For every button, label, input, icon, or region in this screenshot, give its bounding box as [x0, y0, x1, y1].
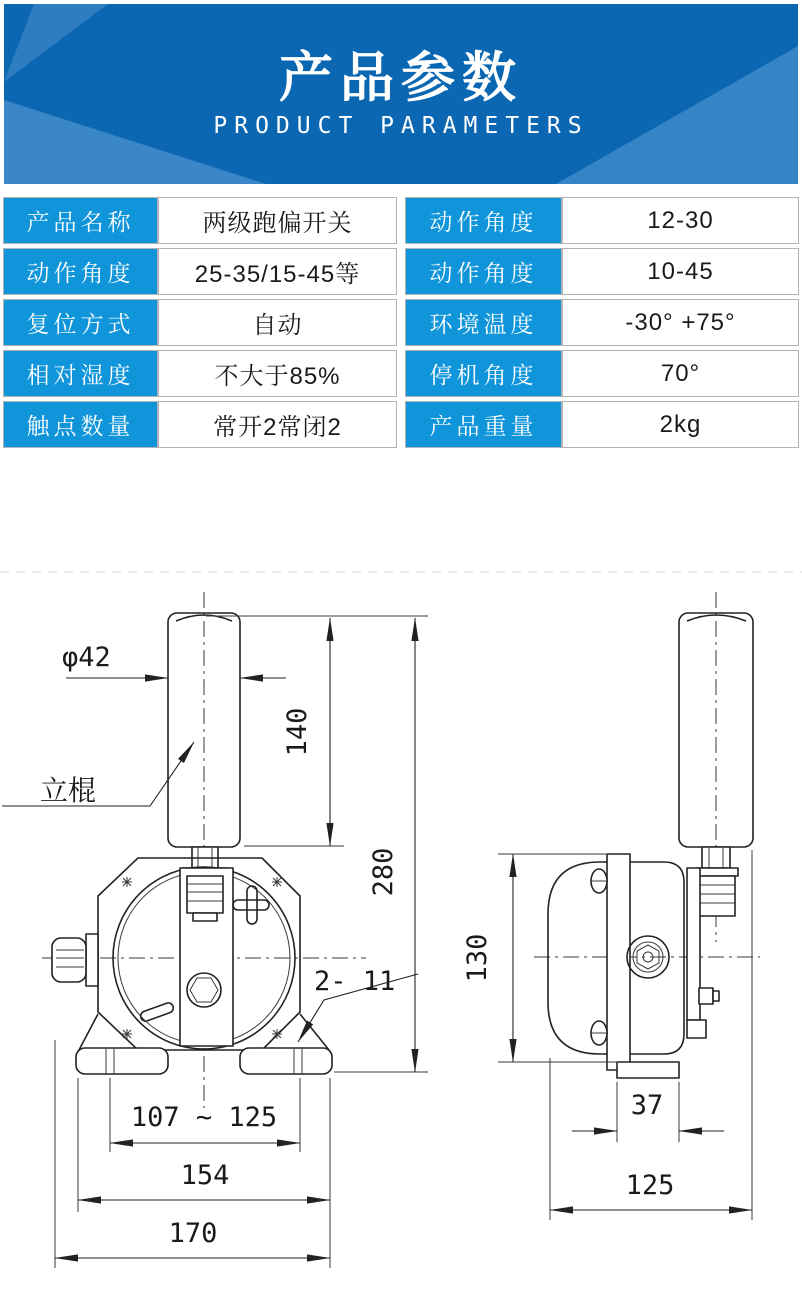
spec-value-cell: -30° +75°: [562, 299, 799, 346]
table-column-gap: [397, 401, 405, 448]
spec-label-cell: 动作角度: [3, 248, 158, 295]
spec-label-cell: 环境温度: [405, 299, 562, 346]
dim-170-label: 170: [168, 1218, 218, 1249]
dim-280-label: 280: [368, 847, 399, 897]
page-title: 产品参数: [279, 47, 523, 108]
dim-125-label: 125: [625, 1170, 675, 1201]
table-row: [3, 248, 799, 295]
table-row: [3, 197, 799, 244]
spec-value-cell: 10-45: [562, 248, 799, 295]
dim-37-label: 37: [630, 1090, 664, 1121]
spec-label-cell: 复位方式: [3, 299, 158, 346]
dim-107-125-label: 107 ~ 125: [130, 1102, 278, 1133]
technical-drawing-svg: [0, 455, 802, 1307]
spec-table: [3, 197, 799, 448]
table-row: [3, 350, 799, 397]
banner-text-group: [4, 4, 798, 184]
spec-label-cell: 停机角度: [405, 350, 562, 397]
table-column-gap: [397, 299, 405, 346]
spec-value-cell: 25-35/15-45等: [158, 248, 397, 295]
table-row: [3, 401, 799, 448]
spec-label-cell: 产品名称: [3, 197, 158, 244]
spec-label-cell: 动作角度: [405, 248, 562, 295]
dim-phi42-label: φ42: [62, 642, 111, 673]
dim-154-label: 154: [180, 1160, 230, 1191]
table-row: [3, 299, 799, 346]
table-column-gap: [397, 248, 405, 295]
table-column-gap: [397, 350, 405, 397]
hole-callout-label: 2- 11: [314, 966, 396, 997]
spec-label-cell: 动作角度: [405, 197, 562, 244]
side-view: [462, 592, 760, 1220]
spec-value-cell: 不大于85%: [158, 350, 397, 397]
table-column-gap: [397, 197, 405, 244]
spec-value-cell: 常开2常闭2: [158, 401, 397, 448]
dim-130-label: 130: [462, 933, 493, 983]
spec-label-cell: 相对湿度: [3, 350, 158, 397]
spec-value-cell: 两级跑偏开关: [158, 197, 397, 244]
banner: [4, 4, 798, 184]
page-subtitle: PRODUCT PARAMETERS: [213, 112, 589, 139]
front-view: [2, 592, 428, 1268]
spec-value-cell: 自动: [158, 299, 397, 346]
roller-label: 立棍: [40, 775, 97, 806]
spec-label-cell: 触点数量: [3, 401, 158, 448]
dim-140-label: 140: [282, 707, 313, 757]
spec-value-cell: 2kg: [562, 401, 799, 448]
spec-value-cell: 12-30: [562, 197, 799, 244]
spec-label-cell: 产品重量: [405, 401, 562, 448]
spec-value-cell: 70°: [562, 350, 799, 397]
technical-drawing: [0, 455, 802, 1307]
